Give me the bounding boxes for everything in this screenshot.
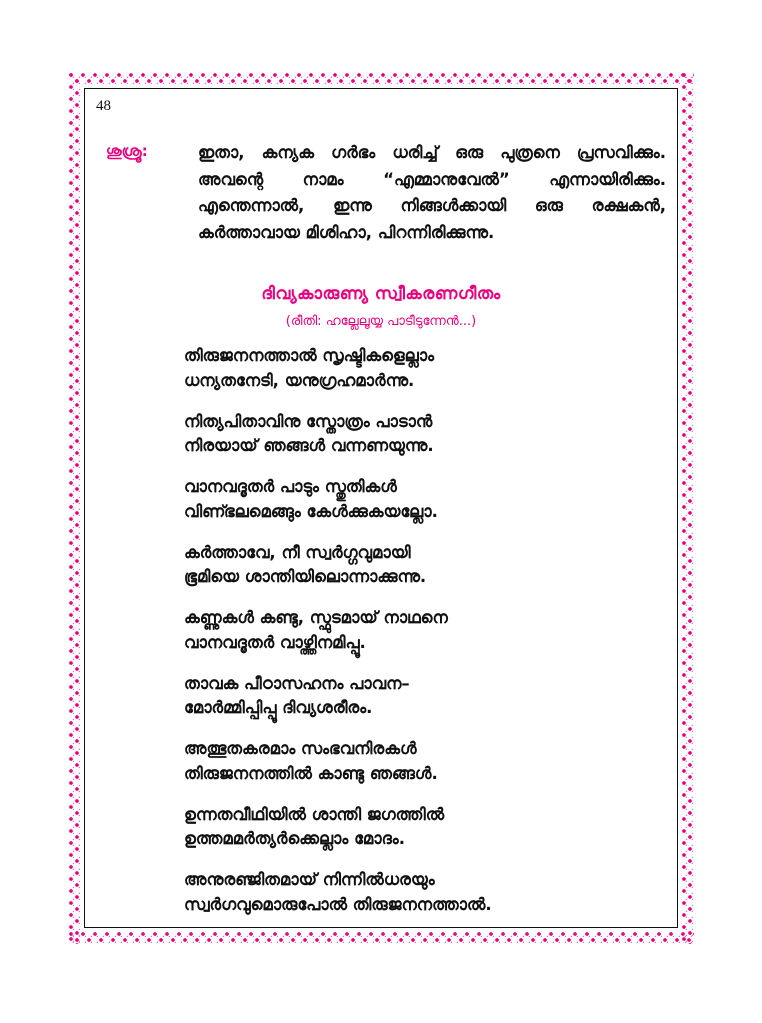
verse-line: സ്വർഗവുമൊരുപോൽ തിരുജനനത്താൽ. <box>184 894 492 914</box>
verse-stanza <box>184 475 654 525</box>
border-band-right <box>681 72 694 944</box>
speaker-label: ശുശ്രൂ: <box>106 142 148 160</box>
verse-list <box>184 344 654 934</box>
verse-stanza <box>184 410 654 460</box>
verse-line: കണ്ണുകൾ കണ്ടു, സ്ഫുടമായ് നാഥനെ <box>184 608 448 627</box>
verse-line: നിത്യപിതാവിനു സ്തോത്രം പാടാൻ <box>184 411 433 431</box>
verse-line: വാനവദൂതർ പാടും സ്തുതികൾ <box>184 477 397 496</box>
verse-line: ഭൂമിയെ ശാന്തിയിലൊന്നാക്കുന്നു. <box>184 567 427 587</box>
verse-stanza <box>184 868 654 918</box>
verse-stanza <box>184 672 654 722</box>
verse-line: തിരുജനനത്തിൽ കാണ്ടു ഞങ്ങൾ. <box>184 763 438 783</box>
verse-line: താവക പീഠാസഹനം പാവന– <box>184 673 410 693</box>
verse-line: അനുരഞ്ജിതമായ് നിന്നിൽധരയും <box>184 870 435 889</box>
verse-line: മോർമ്മിപ്പിപ്പൂ ദിവ്യശരീരം. <box>184 698 373 718</box>
verse-line: അത്ഭുതകരമാം സംഭവനിരകൾ <box>184 739 417 758</box>
page-number: 48 <box>96 98 111 114</box>
verse-stanza <box>184 803 654 853</box>
verse-stanza <box>184 541 654 591</box>
response-text: ഇതാ, കന്യക ഗർഭം ധരിച്ച് ഒരു പുത്രനെ പ്രസവിക്കും. അവന്റെ നാമം “എമ്മാനുവേൽ” എന്നായിരിക്കും. എന്തെന്നാൽ, ഇന്നു നിങ്ങൾക്കായി ഒരു രക്ഷകൻ, കർത്താവായ മിശിഹാ, പിറന്നിരിക്കുന്നു. <box>198 143 666 243</box>
response-block <box>106 140 666 247</box>
verse-line: വിണ്ഭലമെങ്ങും കേൾക്കുകയല്ലോ. <box>184 501 438 521</box>
verse-line: ഉന്നതവീഥിയിൽ ശാന്തി ജഗത്തിൽ <box>184 804 445 824</box>
verse-line: തിരുജനനത്താൽ സൃഷ്ടികളെല്ലാം <box>184 346 435 365</box>
verse-line: നിരയായ് ഞങ്ങൾ വന്നണയുന്നു. <box>184 436 434 456</box>
page-content <box>92 92 670 924</box>
verse-line: കർത്താവേ, നീ സ്വർഗ്ഗവുമായി <box>184 542 411 562</box>
verse-line: ധന്യതനേടി, യനുഗ്രഹമാർന്നു. <box>184 370 415 390</box>
verse-stanza <box>184 737 654 787</box>
song-tune: (രീതി: ഹല്ലേലൂയ്യ പാടീടുന്നേൻ...) <box>285 314 477 329</box>
border-band-left <box>68 72 81 944</box>
border-band-top <box>68 72 694 85</box>
verse-line: വാനവദൂതർ വാഴ്ത്തിനമിപ്പൂ. <box>184 632 366 652</box>
verse-line: ഉത്തമമർത്യർക്കെല്ലാം മോദം. <box>184 829 405 849</box>
song-title: ദിവ്യകാരുണ്യ സ്വീകരണഗീതം <box>261 284 501 304</box>
verse-stanza <box>184 344 654 394</box>
verse-stanza <box>184 606 654 656</box>
